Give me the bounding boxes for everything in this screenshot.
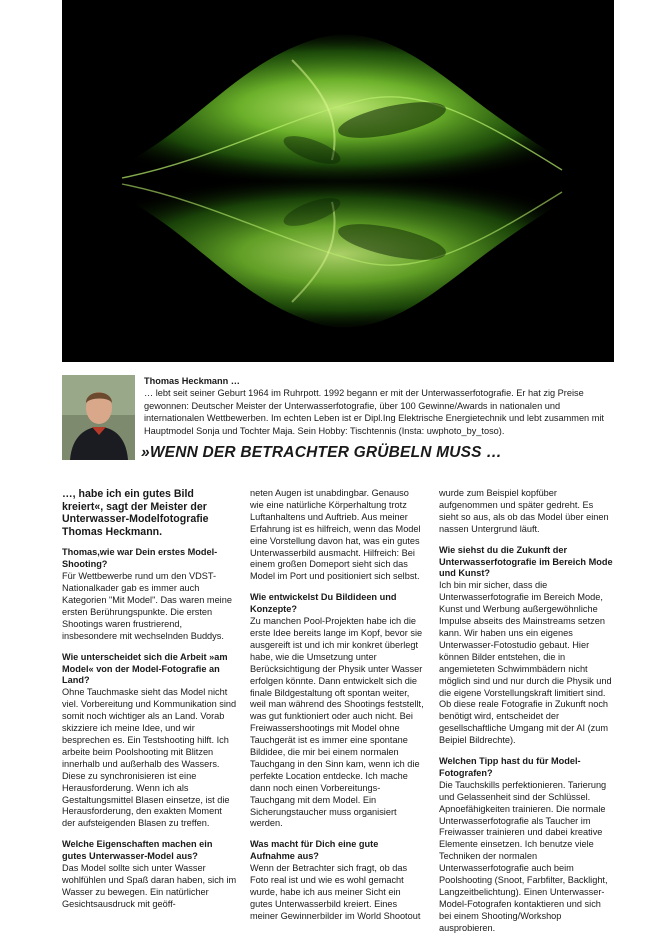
answer: neten Augen ist unabdingbar. Genauso wie eine natürliche Körperhaltung trotz Luftanhaltens und Auftrieb. Aus meiner Erfahrung ist es hilfreich, wenn das Model eine Vorstellung davon hat, was ein gutes Unterwasserbild ausmacht. Hilfreich: Bei einem großen Domeport sieht sich das Model im Port und positioniert sich selbst.	[250, 488, 421, 582]
underwater-model-image	[62, 0, 614, 362]
question: Welche Eigenschaften machen ein gutes Unterwasser-Model aus?	[62, 839, 213, 862]
answer: Ohne Tauchmaske sieht das Model nicht viel. Vorbereitung und Kommunikation sind somit noch wichtiger als an Land. Vorab skizziere ich meine Idee, und wir besprechen es. Ein Testshooting hilft. Ich arbeite beim Poolshooting mit Blitzen innerhalb und außerhalb des Wassers. Diese zu synchronisieren ist eine Herausforderung. Wenn ich als Gestaltungsmittel Blasen einsetze, ist die Herausforderung, den exakten Moment der aufsteigenden Blasen zu treffen.	[62, 687, 237, 829]
answer: wurde zum Beispiel kopfüber aufgenommen und später gedreht. Es sieht so aus, als ob das Model über einen nassen Untergrund läuft.	[439, 488, 609, 534]
question: Wie siehst du die Zukunft der Unterwasserfotografie im Bereich Mode und Kunst?	[439, 544, 613, 579]
pull-quote: »WENN DER BETRACHTER GRÜBELN MUSS …	[141, 444, 502, 461]
intro-heading: …, habe ich ein gutes Bild kreiert«, sagt der Meister der Unterwasser-Modelfotografie Thomas Heckmann.	[62, 488, 209, 538]
question: Welchen Tipp hast du für Model-Fotografen?	[439, 756, 581, 778]
answer: Für Wettbewerbe rund um den VDST-Nationalkader gab es immer auch Kategorien "Mit Model". Das waren meine ersten Berührungspunkte. Die ersten Shootings waren frustrierend, insbesondere mit wechselnden Buddys.	[62, 571, 232, 641]
answer: Zu manchen Pool-Projekten habe ich die erste Idee bereits lange im Kopf, bevor sie ausgereift ist und ich mir konkret überlegt habe, wie die Umsetzung unter Berücksichtigung der Physik unter Wasser erfolgen könnte. Dann entwickelt sich die finale Bildgestaltung oft spontan weiter, weil man während des Shootings feststellt, was gut funktioniert oder auch nicht. Bei Freiwassershootings mit Model ohne Tauchgerät ist es immer eine spontane Bildidee, die mir bei einem normalen Tauchgang in den Sinn kam, wenn ich die perfekte Location entdecke. Ich mache dann noch einen Vorbereitungs-Tauchgang mit dem Model. Ein Sicherungstaucher muss organisiert werden.	[250, 616, 424, 829]
column-2	[250, 488, 425, 932]
bio-text: … lebt seit seiner Geburt 1964 im Ruhrpott. 1992 begann er mit der Unterwasserfotografie. Er hat zig Preise gewonnen: Deutscher Meister der Unterwasserfotografie, über 100 Gewinne/Awards in nationalen und internationalen Wettbewerben. Im echten Leben ist er Dipl.Ing Elektrische Energietechnik und lebt zusammen mit Hauptmodel Sonja und Tochter Maja. Sein Hobby: Tischtennis (Insta: uwphoto_by_toso).	[144, 388, 604, 436]
author-portrait	[62, 375, 135, 460]
question: Was macht für Dich eine gute Aufnahme aus?	[250, 839, 379, 862]
bio-name: Thomas Heckmann …	[144, 376, 240, 386]
hero-photo	[62, 0, 614, 362]
question: Thomas,wie war Dein erstes Model-Shooting?	[62, 547, 218, 570]
answer: Das Model sollte sich unter Wasser wohlfühlen und Spaß daran haben, sich im Wasser zu bewegen. Ein natürlicher Gesichtsausdruck mit geöff-	[62, 863, 237, 909]
answer: Die Tauchskills perfektionieren. Tarierung und Gelassenheit sind der Schlüssel. Apnoefähigkeiten trainieren. Die normale Unterwasserfotografie als Taucher im Freiwasser trainieren und dabei kreative Elemente einsetzen. Ich benutze viele Techniken der normalen Unterwasserfotografie auch beim Poolshooting (Snoot, Farbfilter, Backlight, Langzeitbelichtung). Einen Unterwasser-Model-Fotografen kontaktieren und sich bei einem Shooting/Workshop ausprobieren.	[439, 779, 608, 933]
article-body	[62, 488, 614, 933]
question: Wie entwickelst Du Bildideen und Konzepte?	[250, 592, 397, 615]
answer: Wenn der Betrachter sich fragt, ob das Foto real ist und wie es wohl gemacht wurde, habe ich aus meiner Sicht ein gutes Unterwasserbild kreiert. Eines meiner Gewinnerbilder im World Shootout	[250, 863, 421, 921]
answer: Ich bin mir sicher, dass die Unterwasserfotografie im Bereich Mode, Kunst und Werbung außergewöhnliche Impulse abseits des Mainstreams setzen kann. Wir haben uns ein eigenes Unterwasser-Fotostudio gebaut. Hier können Bilder entstehen, die in angemieteten Schwimmbädern nicht möglich sind und nur durch die Physik und die eigene Vorstellungskraft limitiert sind. Ob diese reale Fotografie in Zukunft noch benötigt wird, entscheidet der gesellschaftliche Umgang mit der AI (zum Beipiel Bildrechte).	[439, 580, 612, 746]
question: Wie unterscheidet sich die Arbeit »am Model« von der Model-Fotografie an Land?	[62, 651, 228, 686]
column-1	[62, 488, 237, 920]
column-3	[439, 488, 614, 944]
